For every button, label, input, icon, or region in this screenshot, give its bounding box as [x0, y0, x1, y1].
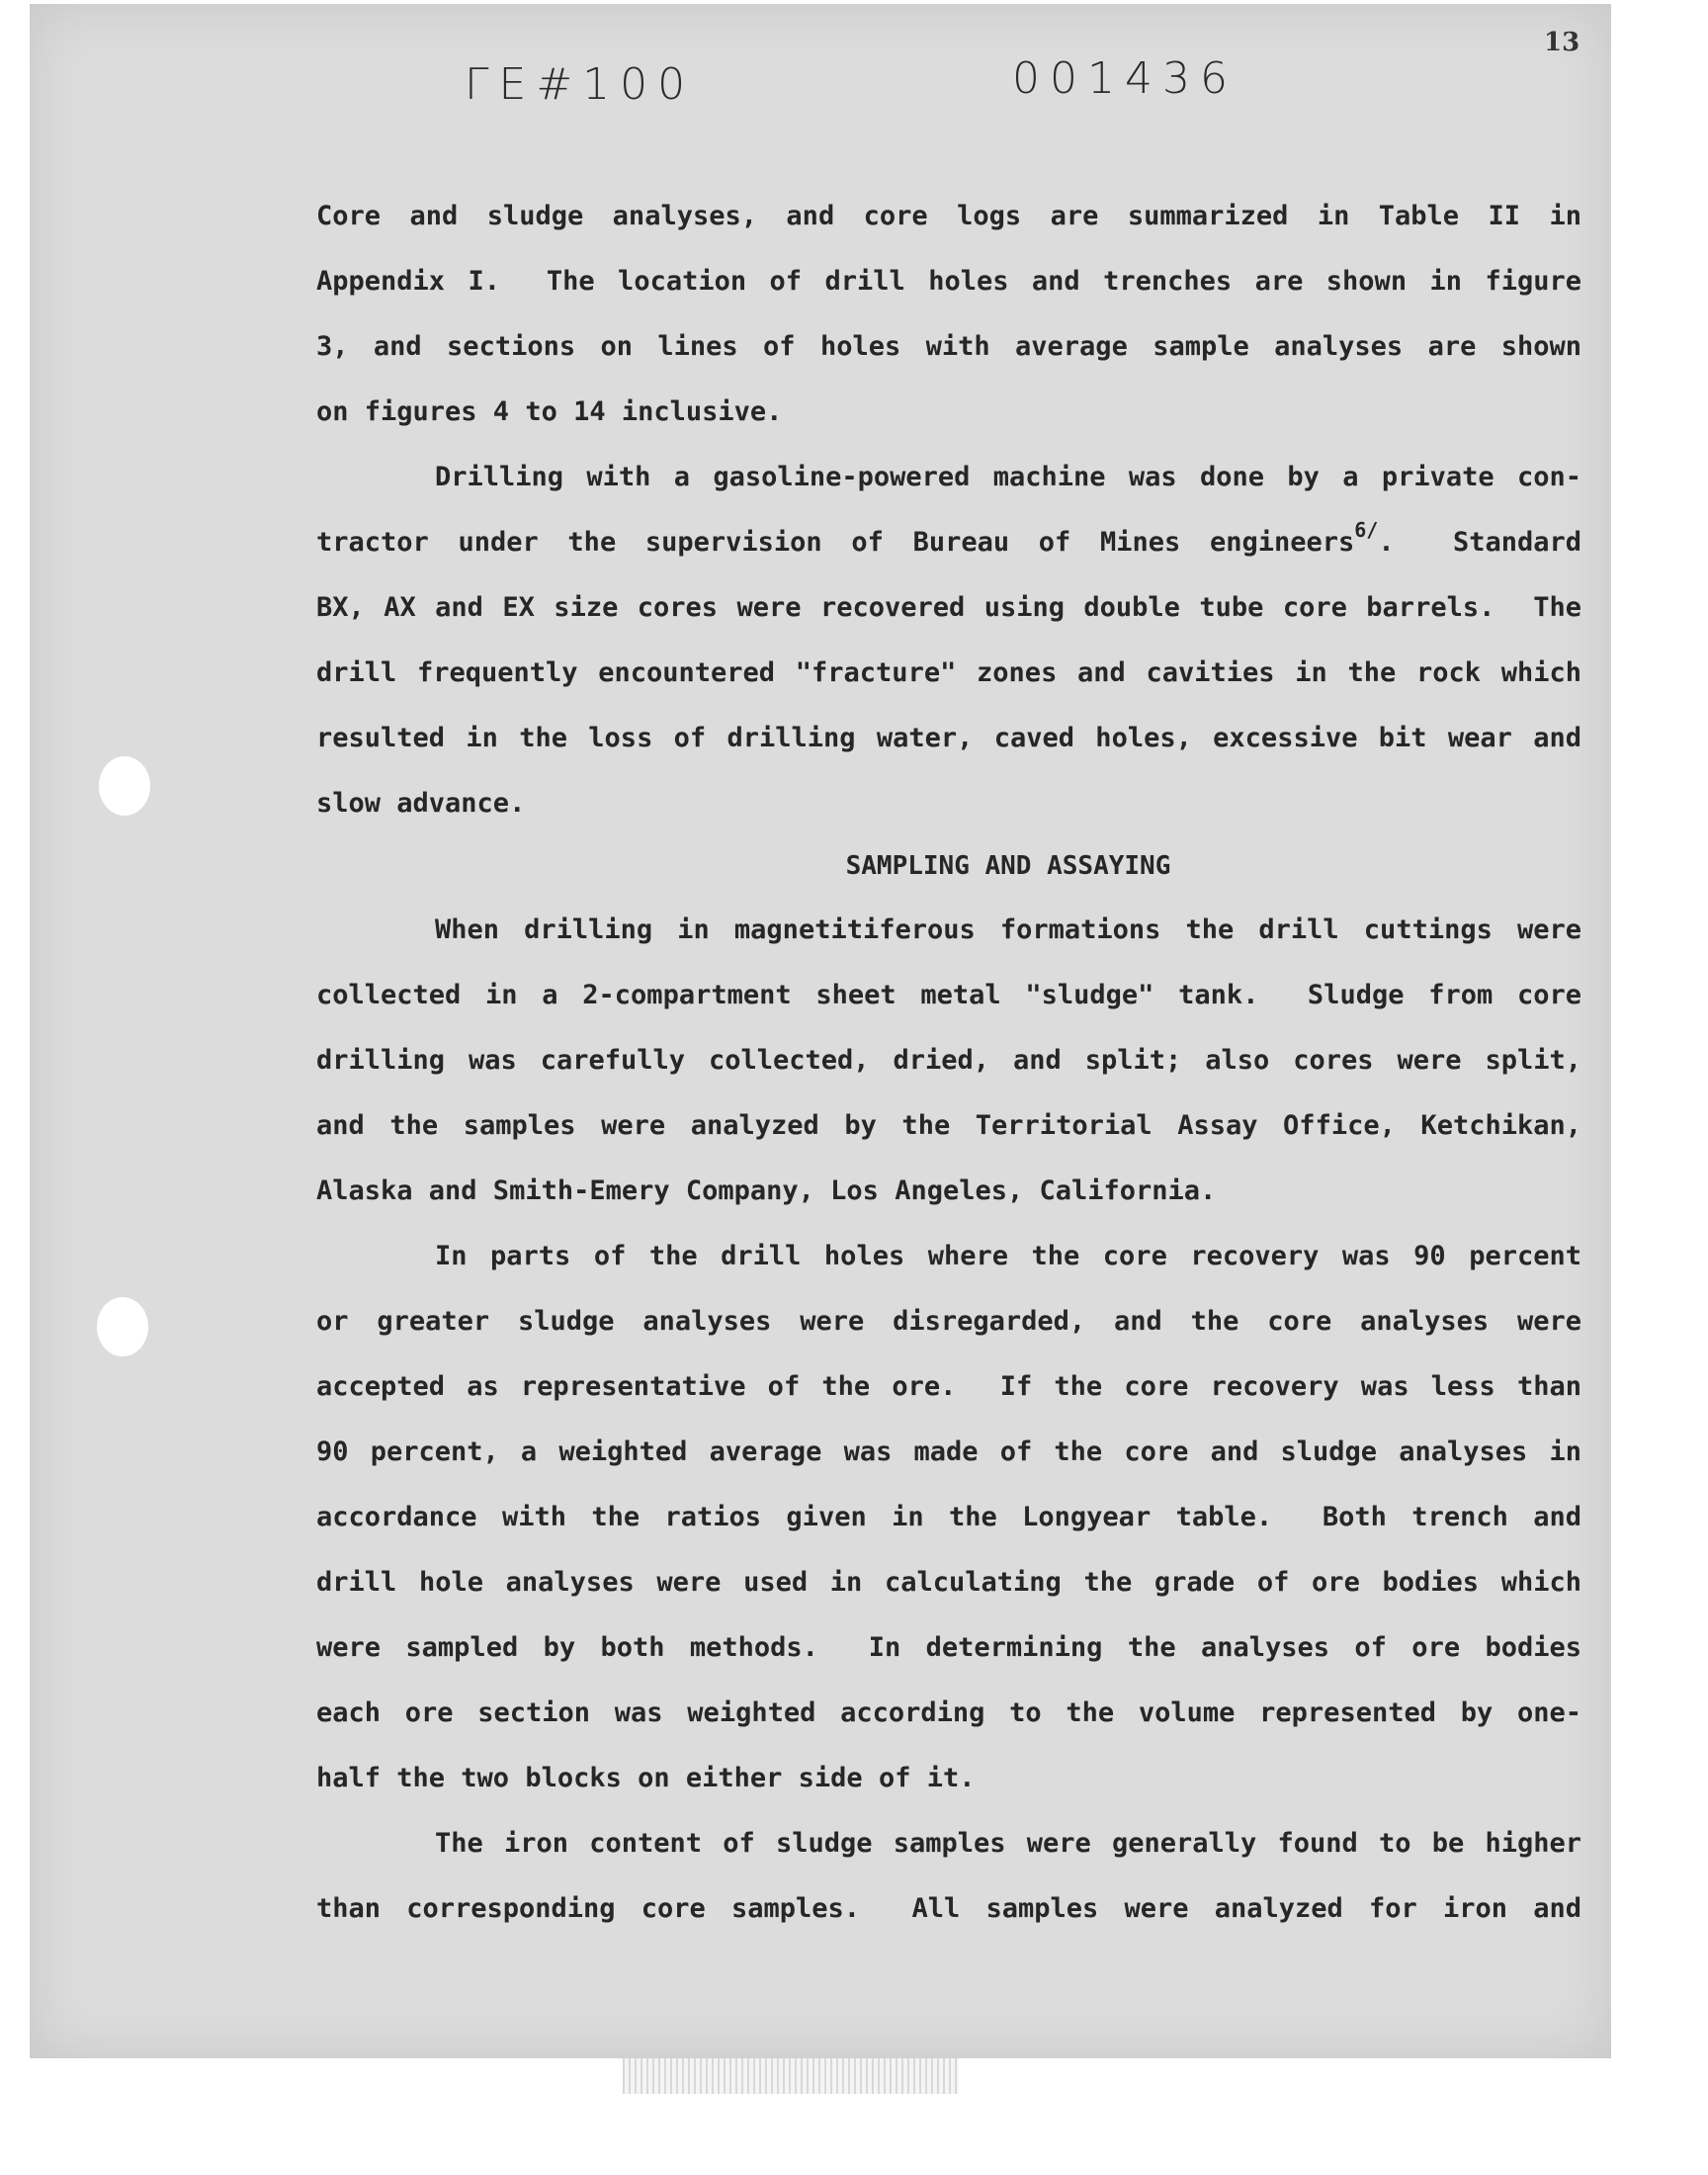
paragraph-sludge-collection	[316, 898, 1581, 1224]
text-line: each ore section was weighted according to the volume represented by one-	[316, 1697, 1581, 1728]
text-line: or greater sludge analyses were disregarded, and the core analyses were	[316, 1306, 1581, 1337]
text-line: Core and sludge analyses, and core logs are summarized in Table II in	[316, 201, 1581, 231]
text-line: BX, AX and EX size cores were recovered using double tube core barrels. The	[316, 592, 1581, 623]
text-line: Alaska and Smith-Emery Company, Los Angeles, California.	[316, 1175, 1217, 1206]
text-line: drill frequently encountered "fracture" zones and cavities in the rock which	[316, 657, 1581, 688]
section-heading: SAMPLING AND ASSAYING	[845, 851, 1171, 881]
paragraph-iron-content	[316, 1811, 1581, 1942]
text-line: 3, and sections on lines of holes with average sample analyses are shown	[316, 331, 1581, 362]
text-line: slow advance.	[316, 788, 526, 819]
text-line: accepted as representative of the ore. If the core recovery was less than	[316, 1371, 1581, 1402]
handwritten-document-number: 001436	[1012, 53, 1238, 104]
text-line: half the two blocks on either side of it.	[316, 1763, 976, 1793]
text-line: and the samples were analyzed by the Territorial Assay Office, Ketchikan,	[316, 1110, 1581, 1141]
punch-hole	[99, 756, 150, 816]
text-line-end: . Standard	[1378, 527, 1582, 558]
text-line: When drilling in magnetitiferous formations the drill cuttings were	[435, 914, 1581, 945]
footnote-reference: 6/	[1354, 518, 1379, 542]
text-line: Drilling with a gasoline-powered machine was done by a private con-	[435, 462, 1581, 492]
page-number: 13	[1544, 28, 1580, 57]
body-text	[316, 184, 1581, 1942]
paragraph-core-recovery	[316, 1224, 1581, 1811]
text-line: on figures 4 to 14 inclusive.	[316, 396, 783, 427]
text-line: were sampled by both methods. In determining the analyses of ore bodies	[316, 1632, 1581, 1663]
text-line: The iron content of sludge samples were generally found to be higher	[435, 1828, 1581, 1859]
text-line: collected in a 2-compartment sheet metal "sludge" tank. Sludge from core	[316, 980, 1581, 1010]
punch-hole	[97, 1297, 148, 1356]
text-line-with-footnote	[316, 510, 1581, 575]
paragraph-drilling	[316, 445, 1581, 836]
text-line: In parts of the drill holes where the core recovery was 90 percent	[435, 1241, 1581, 1271]
text-line: 90 percent, a weighted average was made of the core and sludge analyses in	[316, 1436, 1581, 1467]
text-line: than corresponding core samples. All samples were analyzed for iron and	[316, 1893, 1581, 1924]
text-line: drilling was carefully collected, dried, and split; also cores were split,	[316, 1045, 1581, 1076]
paragraph-drill-summary	[316, 184, 1581, 445]
text-line: drill hole analyses were used in calculating the grade of ore bodies which	[316, 1567, 1581, 1598]
handwritten-file-code: ΓΕ#100	[465, 59, 696, 110]
text-line: Appendix I. The location of drill holes and trenches are shown in figure	[316, 266, 1581, 297]
scan-artifact	[623, 2058, 959, 2094]
text-line-start: tractor under the supervision of Bureau of Mines engineers	[316, 527, 1355, 558]
text-line: resulted in the loss of drilling water, caved holes, excessive bit wear and	[316, 723, 1581, 753]
text-line: accordance with the ratios given in the Longyear table. Both trench and	[316, 1502, 1581, 1532]
section-heading-wrapper	[316, 840, 1581, 892]
